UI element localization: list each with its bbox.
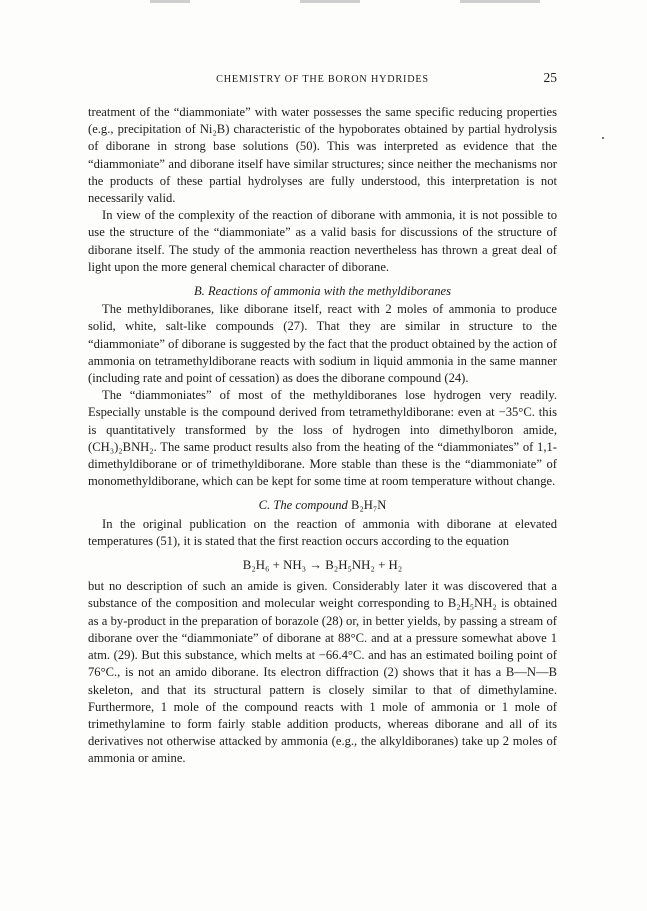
section-title: Reactions of ammonia with the methyldiboranes	[207, 284, 452, 299]
scan-artifact	[300, 0, 360, 3]
scan-artifact	[460, 0, 540, 3]
section-label: B.	[193, 284, 205, 299]
section-formula: B₂H₇N	[351, 498, 387, 513]
section-label: C.	[258, 498, 271, 513]
body-text	[88, 104, 557, 768]
paragraph: but no description of such an amide is given. Considerably later it was discovered that a substance of the composition and molecular weight corresponding to B₂H₅NH₂ is obtained as a by-product in the preparation of borazole (28) or, in better yields, by passing a stream of diborane over the “diammoniate” of diborane at 88°C. and at a pressure somewhat above 1 atm. (29). But this substance, which melts at −66.4°C. and has an estimated boiling point of 76°C., is not an amido diborane. Its electron diffraction (2) shows that it has a B—N—B skeleton, and that its structural pattern is closely similar to that of dimethylamine. Furthermore, 1 mole of the compound reacts with 1 mole of ammonia or 1 mole of trimethylamine to form fairly stable addition products, whereas diborane and all of its derivatives not otherwise attacked by ammonia (e.g., the alkyldiboranes) take up 2 moles of ammonia or amine.	[88, 579, 557, 766]
section-heading-c	[88, 497, 557, 514]
section-title: The compound	[273, 498, 348, 513]
scan-artifact	[150, 0, 190, 3]
paragraph: treatment of the “diammoniate” with water possesses the same specific reducing properties (e.g., precipitation of Ni₂B) characteristic of the hypoborates obtained by partial hydrolysis of diborane in strong base solutions (50). This was interpreted as evidence that the “diammoniate” and diborane itself have similar structures; since neither the mechanisms nor the products of these partial hydrolyses are fully understood, this interpretation is not necessarily valid.	[88, 105, 557, 206]
paragraph: In the original publication on the reaction of ammonia with diborane at elevated temperatures (51), it is stated that the first reaction occurs according to the equation	[88, 516, 557, 548]
running-header	[88, 70, 557, 88]
section-heading-b	[88, 283, 557, 300]
chemical-equation: B₂H₆ + NH₃ → B₂H₅NH₂ + H₂	[242, 558, 403, 573]
paragraph: The “diammoniates” of most of the methyldiboranes lose hydrogen very readily. Especially unstable is the compound derived from tetramethyldiborane: even at −35°C. this is quantitatively transformed by the loss of hydrogen into dimethylboron amide, (CH₃)₂BNH₂. The same product results also from the heating of the “diammoniates” of 1,1-dimethyldiborane or of trimethyldiborane. More stable than these is the “diammoniate” of monomethyldiborane, which can be kept for some time at room temperature without change.	[88, 388, 557, 489]
margin-mark	[602, 137, 604, 139]
paragraph: The methyldiboranes, like diborane itself, react with 2 moles of ammonia to produce solid, white, salt-like compounds (27). That they are similar in structure to the “diammoniate” of diborane is suggested by the fact that the product obtained by the action of ammonia on tetramethyldiborane reacts with sodium in liquid ammonia in the same manner (including rate and point of cessation) as does the diborane compound (24).	[88, 302, 557, 386]
page-number: 25	[543, 70, 557, 85]
running-title: CHEMISTRY OF THE BORON HYDRIDES	[216, 74, 429, 85]
paragraph: In view of the complexity of the reaction of diborane with ammonia, it is not possible to use the structure of the “diammoniate” as a valid basis for discussions of the structure of diborane itself. The study of the ammonia reaction nevertheless has thrown a great deal of light upon the more general chemical character of diborane.	[88, 208, 557, 274]
